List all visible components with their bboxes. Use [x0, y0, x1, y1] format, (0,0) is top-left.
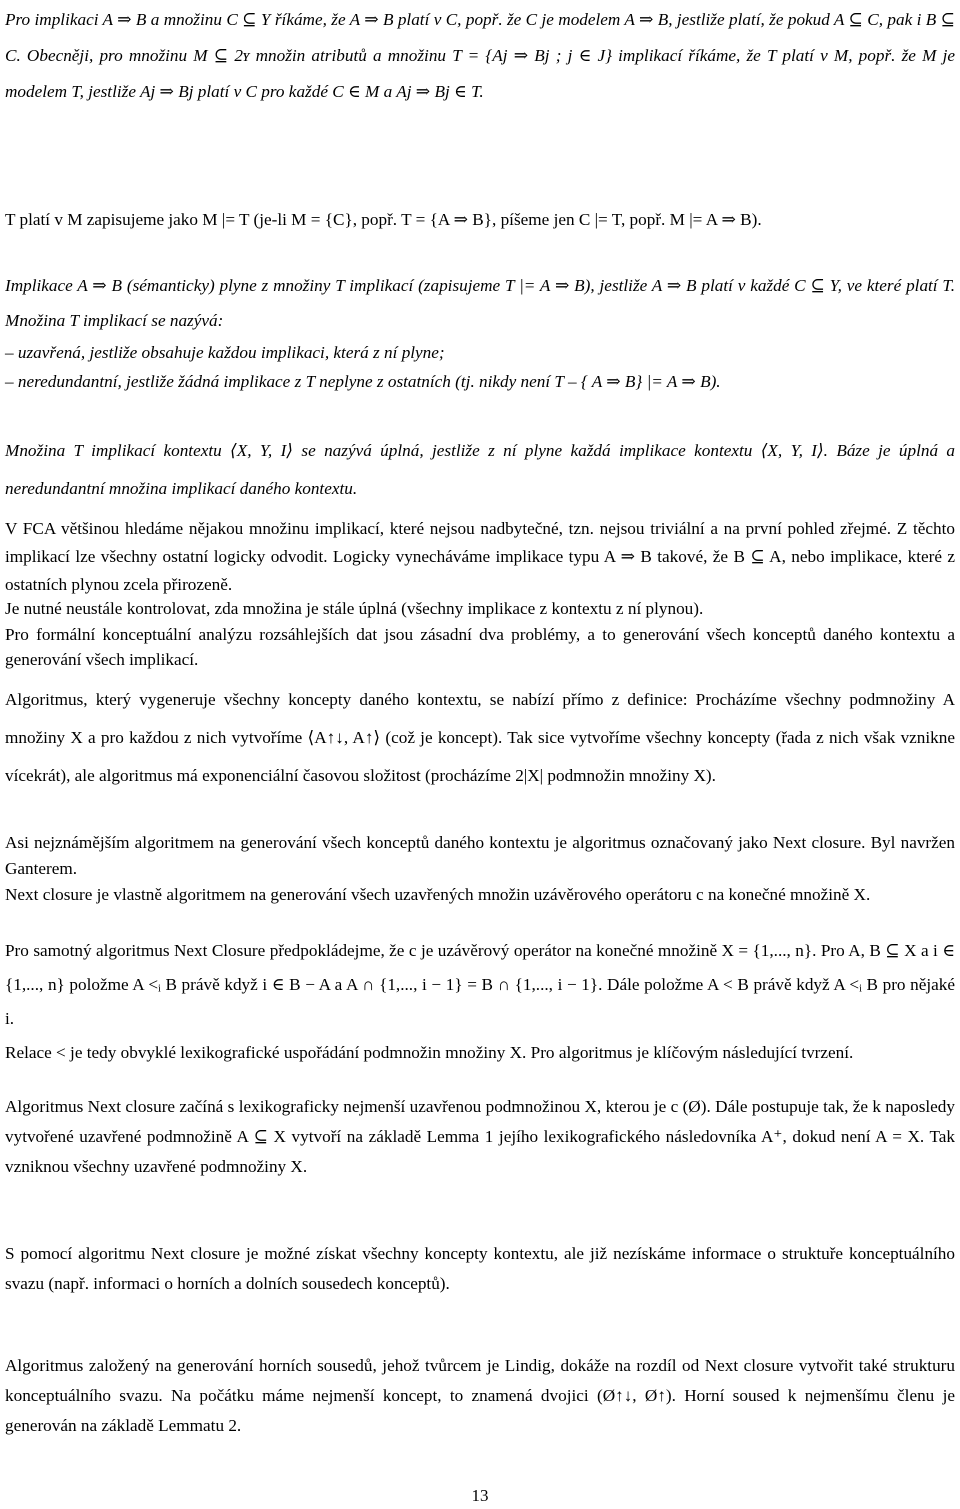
paragraph-next-closure-intro: Asi nejznámějším algoritmem na generování všech konceptů daného kontextu je algoritmus označovaný jako Next closure. Byl navržen Ganterem. [5, 833, 955, 878]
paragraph-lexicographic-relation: Relace < je tedy obvyklé lexikografické uspořádání podmnožin množiny X. Pro algoritmus je klíčovým následující tvrzení. [5, 1043, 854, 1062]
paragraph-next-closure-limits: S pomocí algoritmu Next closure je možné získat všechny koncepty kontextu, ale již nezískáme informace o struktuře konceptuálního svazu (např. informaci o horních a dolních sousedech konceptů). [5, 1244, 955, 1293]
paragraph-naive-algorithm: Algoritmus, který vygeneruje všechny koncepty daného kontextu, se nabízí přímo z definice: Procházíme všechny podmnožiny A množiny X a pro každou z nich vytvoříme ⟨A↑↓, A↑⟩ (což je koncept). Tak sice vytvoříme všechny koncepty (řada z nich však vznikne vícekrát), ale algoritmus má exponenciální časovou složitost (procházíme 2|X| podmnožin množiny X). [5, 690, 955, 785]
paragraph-completeness-check: Je nutné neustále kontrolovat, zda množina je stále úplná (všechny implikace z kontextu z ní plynou). [5, 599, 704, 618]
paragraph-complete-base: Množina T implikací kontextu ⟨X, Y, I⟩ se nazývá úplná, jestliže z ní plyne každá implikace kontextu ⟨X, Y, I⟩. Báze je úplná a neredundantní množina implikací daného kontextu. [5, 441, 955, 498]
paragraph-definition-validity: Pro implikaci A ⇒ B a množinu C ⊆ Y říkáme, že A ⇒ B platí v C, popř. že C je modelem A ⇒ B, jestliže platí, že pokud A ⊆ C, pak i B ⊆ C. Obecněji, pro množinu M ⊆ 2ʏ množin atributů a množinu T = {Aj ⇒ Bj ; j ∈ J} implikací říkáme, že T platí v M, popř. že M je modelem T, jestliže Aj ⇒ Bj platí v C pro každé C ∈ M a Aj ⇒ Bj ∈ T. [5, 10, 955, 101]
paragraph-next-closure-closure-op: Next closure je vlastně algoritmem na generování všech uzavřených množin uzávěrového operátoru c na konečné množině X. [5, 885, 871, 904]
paragraph-notation: T platí v M zapisujeme jako M |= T (je-li M = {C}, popř. T = {A ⇒ B}, píšeme jen C |= T, popř. M |= A ⇒ B). [5, 210, 762, 229]
list-item-closed: – uzavřená, jestliže obsahuje každou implikaci, která z ní plyne; [5, 343, 445, 362]
paragraph-lexicographic-order: Pro samotný algoritmus Next Closure předpokládejme, že c je uzávěrový operátor na konečné množině X = {1,..., n}. Pro A, B ⊆ X a i ∈ {1,..., n} položme A <ᵢ B právě když i ∈ B − A a A ∩ {1,..., i − 1} = B ∩ {1,..., i − 1}. Dále položme A < B právě když A <ᵢ B pro nějaké i. [5, 941, 955, 1028]
page-number: 13 [471, 1486, 489, 1505]
paragraph-fca-implications: V FCA většinou hledáme nějakou množinu implikací, které nejsou nadbytečné, tzn. nejsou triviální a na první pohled zřejmé. Z těchto implikací lze všechny ostatní logicky odvodit. Logicky vynecháváme implikace typu A ⇒ B takové, že B ⊆ A, nebo implikace, které z ostatních plynou zcela přirozeně. [5, 519, 955, 594]
paragraph-next-closure-algorithm: Algoritmus Next closure začíná s lexikograficky nejmenší uzavřenou podmnožinou X, kterou je c (Ø). Dále postupuje tak, že k naposledy vytvořené uzavřené podmnožině A ⊆ X vytvoří na základě Lemma 1 jejího lexikografického následovníka A⁺, dokud není A = X. Tak vzniknou všechny uzavřené podmnožiny X. [5, 1097, 955, 1176]
paragraph-two-problems: Pro formální konceptuální analýzu rozsáhlejších dat jsou zásadní dva problémy, a to generování všech konceptů daného kontextu a generování všech implikací. [5, 625, 955, 669]
paragraph-semantic-entailment: Implikace A ⇒ B (sémanticky) plyne z množiny T implikací (zapisujeme T |= A ⇒ B), jestliže A ⇒ B platí v každé C ⊆ Y, ve které platí T. Množina T implikací se nazývá: [5, 276, 955, 330]
paragraph-lindig-algorithm: Algoritmus založený na generování horních sousedů, jehož tvůrcem je Lindig, dokáže na rozdíl od Next closure vytvořit také strukturu konceptuálního svazu. Na počátku máme nejmenší koncept, to znamená dvojici (Ø↑↓, Ø↑). Horní soused k nejmenšímu členu je generován na základě Lemmatu 2. [5, 1356, 955, 1435]
list-item-nonredundant: – neredundantní, jestliže žádná implikace z T neplyne z ostatních (tj. nikdy není T – { A ⇒ B} |= A ⇒ B). [5, 372, 721, 391]
